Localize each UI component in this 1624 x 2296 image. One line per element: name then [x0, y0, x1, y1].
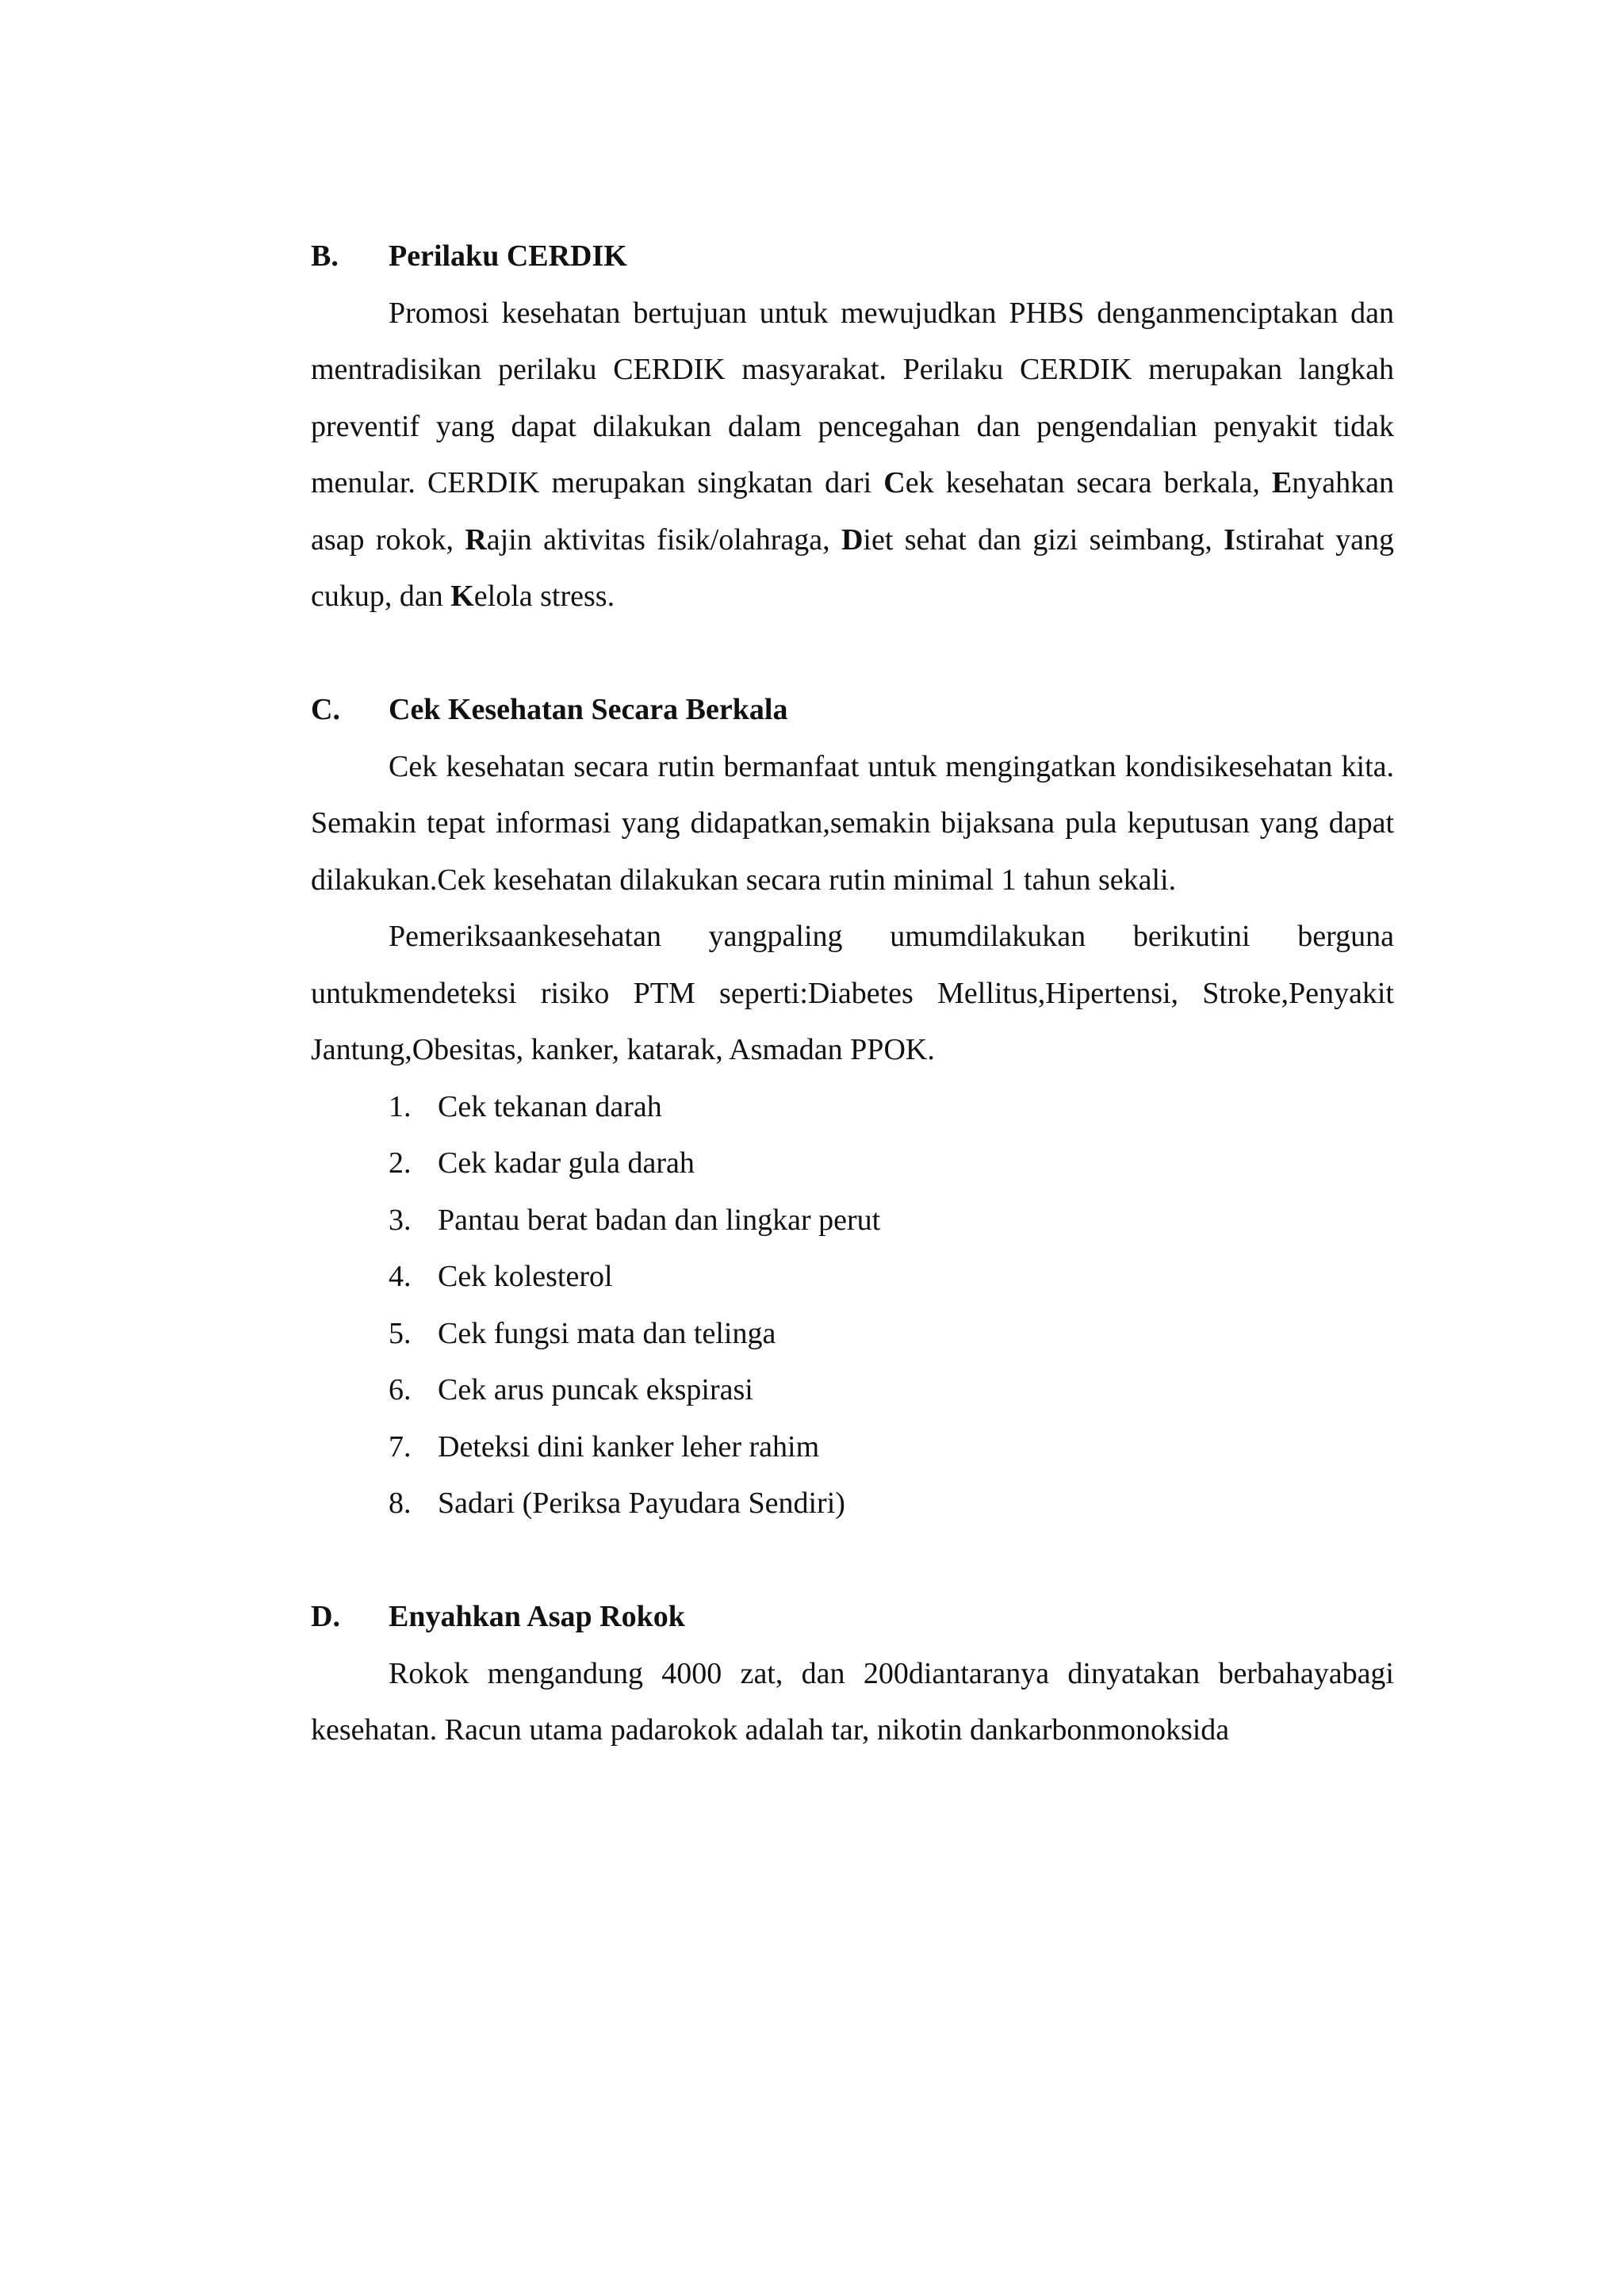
list-item	[389, 1306, 1394, 1363]
list-text: Cek tekanan darah	[438, 1089, 662, 1123]
list-text: Deteksi dini kanker leher rahim	[438, 1429, 820, 1464]
section-spacer	[311, 1533, 1394, 1590]
list-item	[389, 1419, 1394, 1476]
list-item	[389, 1249, 1394, 1306]
section-c-heading	[311, 682, 1394, 739]
section-b-heading	[311, 228, 1394, 285]
checkup-list	[311, 1079, 1394, 1533]
acronym-text: stirahat yang cukup, dan	[311, 522, 1394, 613]
list-item	[389, 1475, 1394, 1533]
list-number: 3.	[389, 1203, 412, 1237]
section-letter: B.	[311, 239, 339, 273]
section-c-paragraph-1: Cek kesehatan secara rutin bermanfaat untuk mengingatkan kondisikesehatan kita. Semakin tepat informasi yang didapatkan,semakin bijaksana pula keputusan yang dapat dilakukan.Cek kesehatan dilakukan secara rutin minimal 1 tahun sekali.	[311, 749, 1394, 897]
acronym-letter: D	[841, 522, 864, 557]
acronym-text: ajin aktivitas fisik/olahraga,	[486, 522, 841, 557]
list-item	[389, 1135, 1394, 1192]
section-spacer	[311, 626, 1394, 683]
list-number: 5.	[389, 1316, 412, 1350]
acronym-letter: R	[465, 522, 487, 557]
list-number: 2.	[389, 1146, 412, 1180]
acronym-text: iet sehat dan gizi seimbang,	[863, 522, 1224, 557]
section-d-paragraph: Rokok mengandung 4000 zat, dan 200diantaranya dinyatakan berbahayabagi kesehatan. Racun utama padarokok adalah tar, nikotin dankarbonmonoksida	[311, 1656, 1394, 1747]
section-letter: D.	[311, 1600, 340, 1633]
section-title: Perilaku CERDIK	[389, 239, 627, 273]
section-d-heading	[311, 1589, 1394, 1646]
section-title: Cek Kesehatan Secara Berkala	[389, 693, 788, 726]
acronym-text: nyahkan asap rokok,	[311, 466, 1394, 557]
paragraph-text: Promosi kesehatan bertujuan untuk mewujudkan PHBS denganmenciptakan dan mentradisikan perilaku CERDIK masyarakat. Perilaku CERDIK merupakan langkah preventif yang dapat dilakukan dalam pencegahan dan pengendalian penyakit tidak menular. CERDIK merupakan singkatan dari	[311, 296, 1394, 499]
list-number: 4.	[389, 1260, 412, 1293]
acronym-letter: E	[1271, 466, 1293, 499]
acronym-text: ek kesehatan secara berkala,	[905, 466, 1272, 499]
section-title: Enyahkan Asap Rokok	[389, 1600, 685, 1633]
acronym-letter: K	[450, 580, 474, 613]
list-text: Cek kadar gula darah	[438, 1146, 695, 1180]
list-item	[389, 1362, 1394, 1419]
list-text: Sadari (Periksa Payudara Sendiri)	[438, 1487, 845, 1520]
list-number: 1.	[389, 1089, 412, 1123]
acronym-letter: C	[883, 466, 906, 499]
list-item	[389, 1079, 1394, 1136]
list-item	[389, 1192, 1394, 1249]
section-c-paragraph-2: Pemeriksaankesehatan yangpaling umumdilakukan berikutini berguna untukmendeteksi risiko PTM seperti:Diabetes Mellitus,Hipertensi, Stroke,Penyakit Jantung,Obesitas, kanker, katarak, Asmadan PPOK.	[311, 920, 1394, 1066]
list-number: 8.	[389, 1487, 412, 1520]
list-text: Pantau berat badan dan lingkar perut	[438, 1203, 881, 1237]
list-number: 6.	[389, 1373, 412, 1406]
acronym-letter: I	[1224, 522, 1235, 557]
list-text: Cek arus puncak ekspirasi	[438, 1373, 753, 1406]
list-number: 7.	[389, 1429, 412, 1464]
list-text: Cek fungsi mata dan telinga	[438, 1316, 776, 1350]
section-b-paragraph	[311, 285, 1394, 626]
section-letter: C.	[311, 693, 340, 726]
page-content	[311, 228, 1394, 1759]
list-text: Cek kolesterol	[438, 1260, 613, 1293]
acronym-text: elola stress.	[473, 580, 615, 613]
